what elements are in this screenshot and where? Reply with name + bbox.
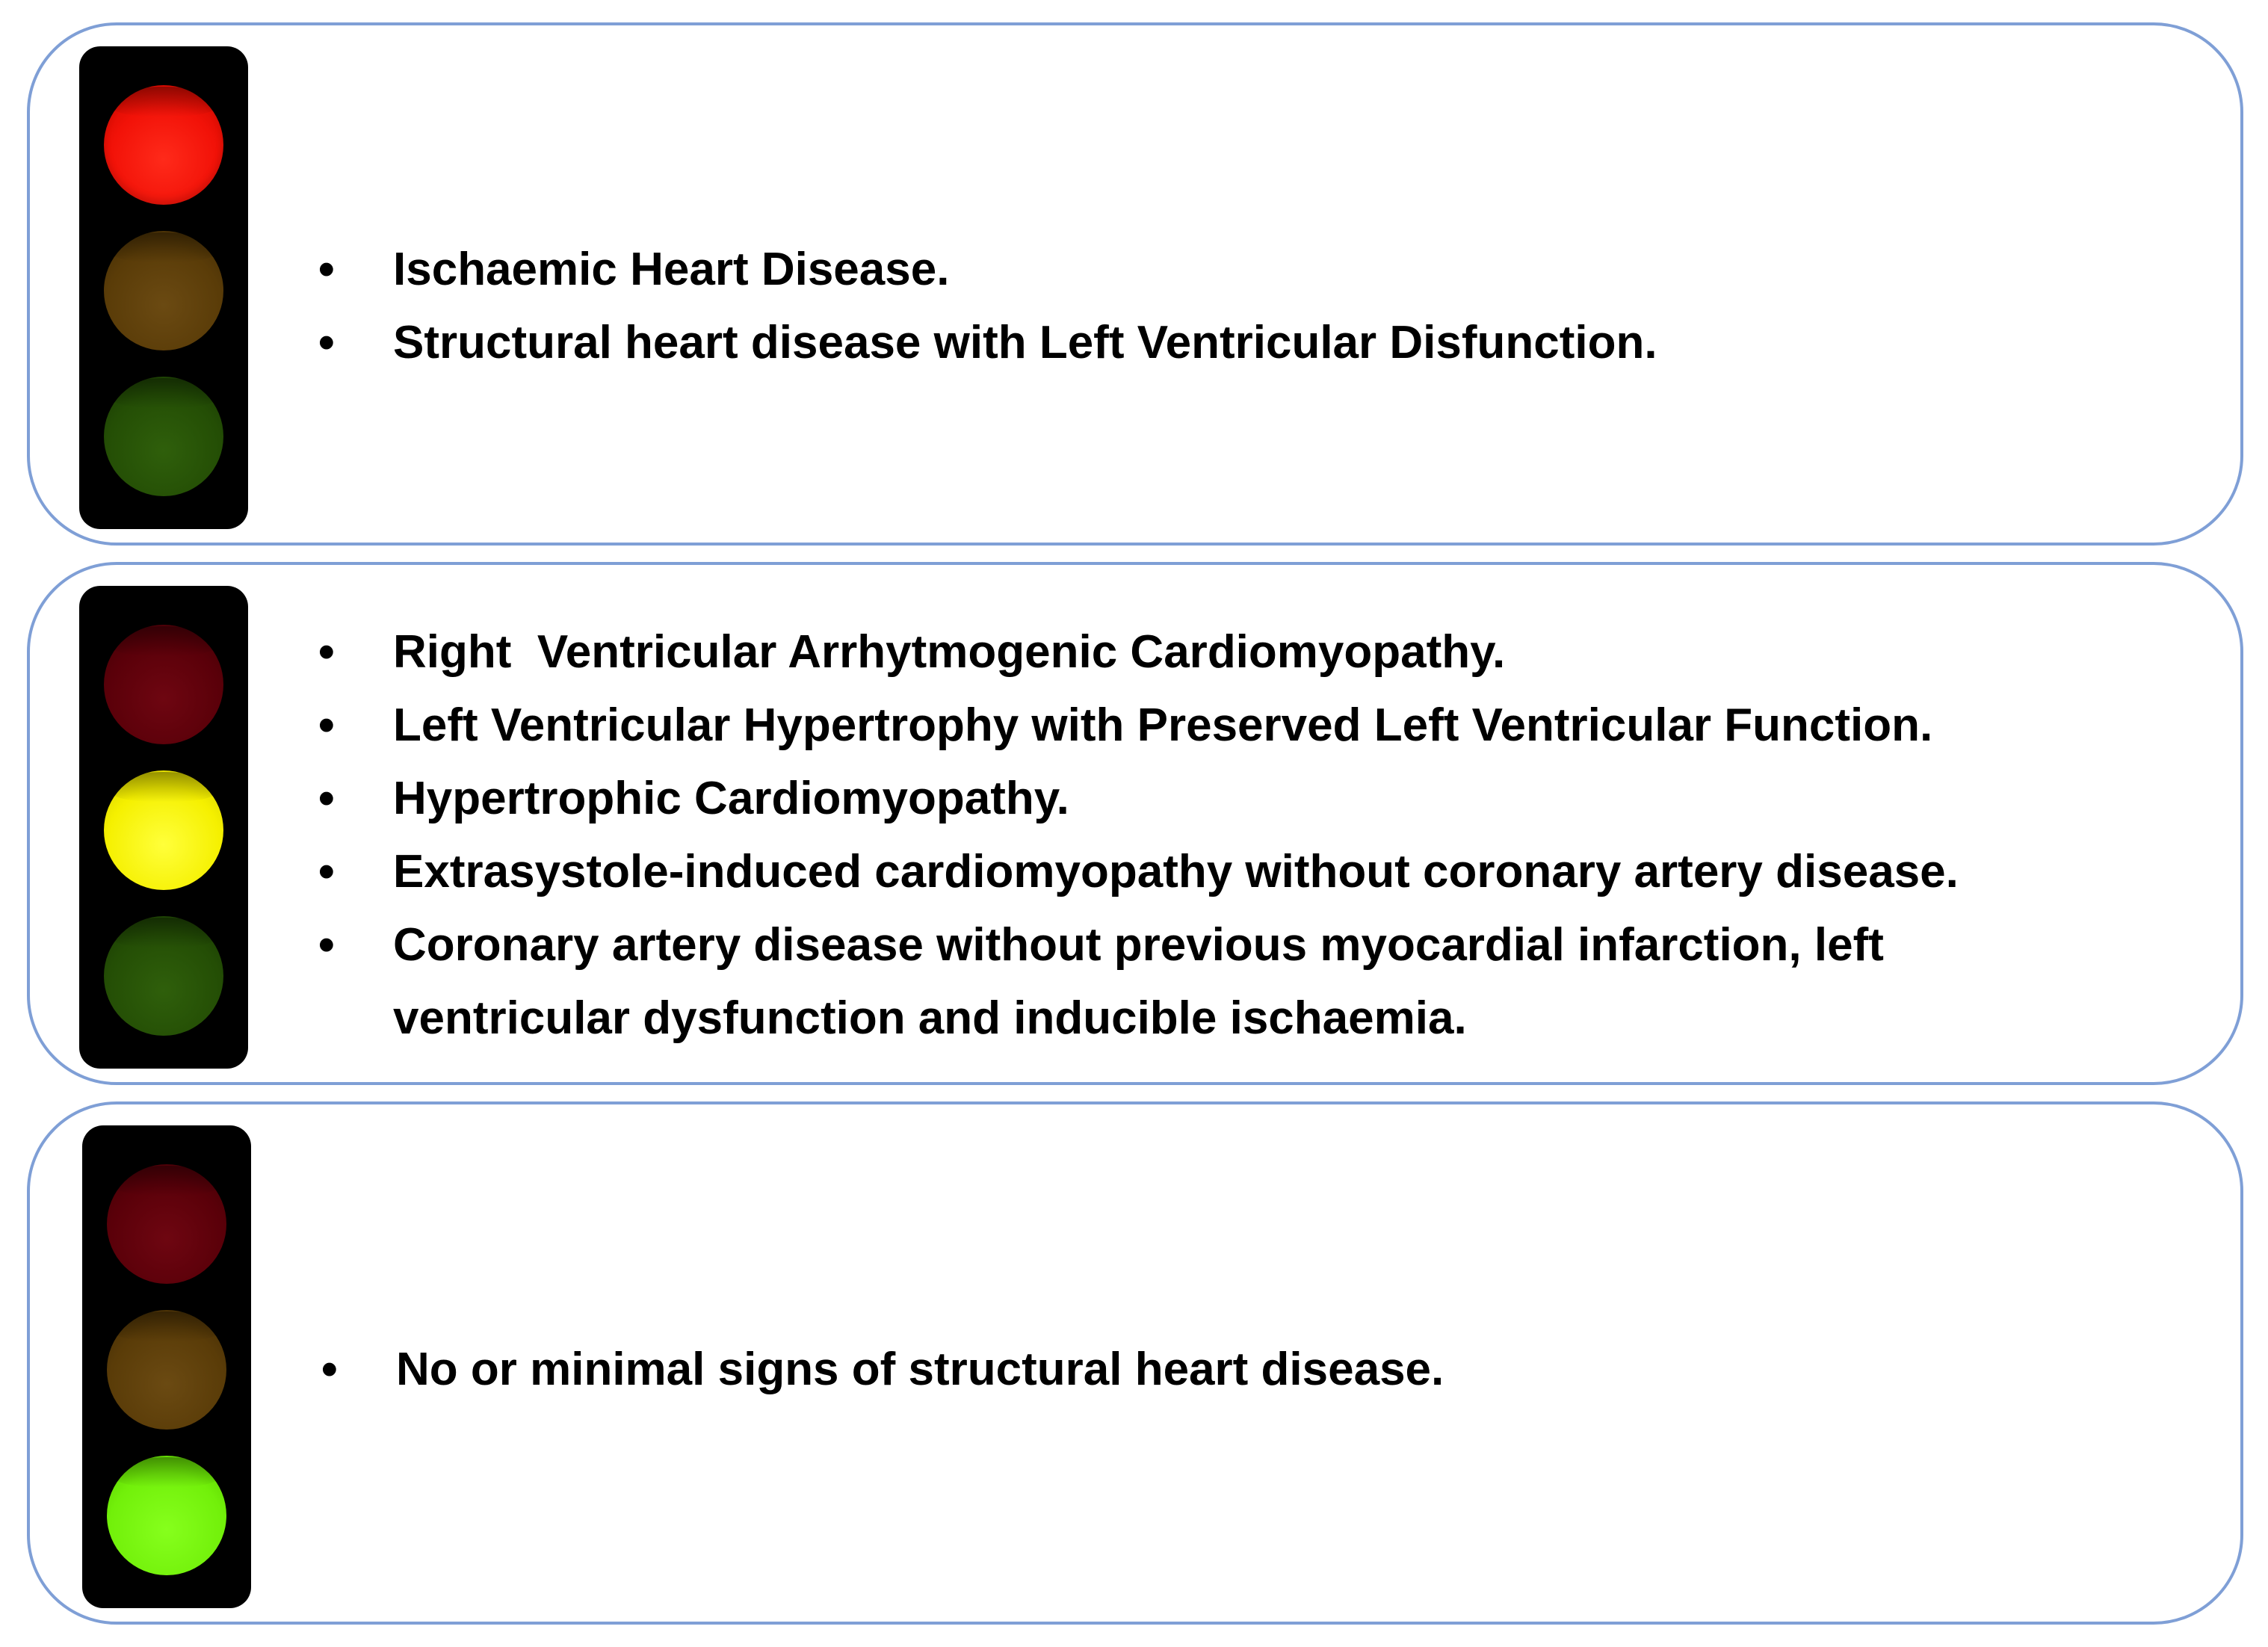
bullet-icon: • bbox=[318, 626, 335, 678]
traffic-light-icon bbox=[79, 46, 248, 529]
red-lamp-off-icon bbox=[104, 625, 223, 744]
list-item-text: Hypertrophic Cardiomyopathy. bbox=[393, 773, 1069, 824]
bullet-icon: • bbox=[318, 846, 335, 897]
risk-panel-green bbox=[27, 1101, 2243, 1625]
yellow-lamp-on-icon bbox=[104, 770, 223, 890]
condition-list bbox=[318, 233, 2196, 380]
bullet-icon: • bbox=[321, 1344, 338, 1395]
green-lamp-off-icon bbox=[104, 916, 223, 1036]
list-item bbox=[318, 306, 2196, 380]
bullet-icon: • bbox=[318, 773, 335, 824]
bullet-icon: • bbox=[318, 919, 335, 971]
green-lamp-on-icon bbox=[107, 1456, 226, 1575]
bullet-icon: • bbox=[318, 699, 335, 751]
risk-panel-red bbox=[27, 22, 2243, 546]
list-item-text: Structural heart disease with Left Ventricular Disfunction. bbox=[393, 317, 1657, 368]
traffic-light-icon bbox=[82, 1125, 251, 1608]
list-item-text: Left Ventricular Hypertrophy with Preserved Left Ventricular Function. bbox=[393, 699, 1933, 751]
green-lamp-off-icon bbox=[104, 377, 223, 496]
traffic-light-icon bbox=[79, 586, 248, 1069]
risk-panel-yellow bbox=[27, 562, 2243, 1085]
condition-list bbox=[321, 1333, 2196, 1406]
list-item bbox=[318, 616, 2196, 689]
bullet-icon: • bbox=[318, 244, 335, 295]
amber-lamp-off-icon bbox=[107, 1310, 226, 1430]
list-item bbox=[318, 233, 2196, 306]
condition-list bbox=[318, 616, 2196, 1055]
list-item-text: Right Ventricular Arrhytmogenic Cardiomyopathy. bbox=[393, 626, 1506, 678]
list-item-text: Coronary artery disease without previous myocardial infarction, left ventricular dysfunction and inducible ischaemia. bbox=[393, 919, 1884, 1044]
red-lamp-on-icon bbox=[104, 85, 223, 205]
list-item bbox=[318, 909, 2196, 1055]
list-item-text: No or minimal signs of structural heart disease. bbox=[396, 1344, 1444, 1395]
amber-lamp-off-icon bbox=[104, 231, 223, 350]
list-item-text: Extrasystole-induced cardiomyopathy without coronary artery disease. bbox=[393, 846, 1959, 897]
list-item bbox=[321, 1333, 2196, 1406]
list-item bbox=[318, 762, 2196, 835]
red-lamp-off-icon bbox=[107, 1164, 226, 1284]
list-item bbox=[318, 689, 2196, 762]
list-item bbox=[318, 835, 2196, 909]
list-item-text: Ischaemic Heart Disease. bbox=[393, 244, 950, 295]
bullet-icon: • bbox=[318, 317, 335, 368]
